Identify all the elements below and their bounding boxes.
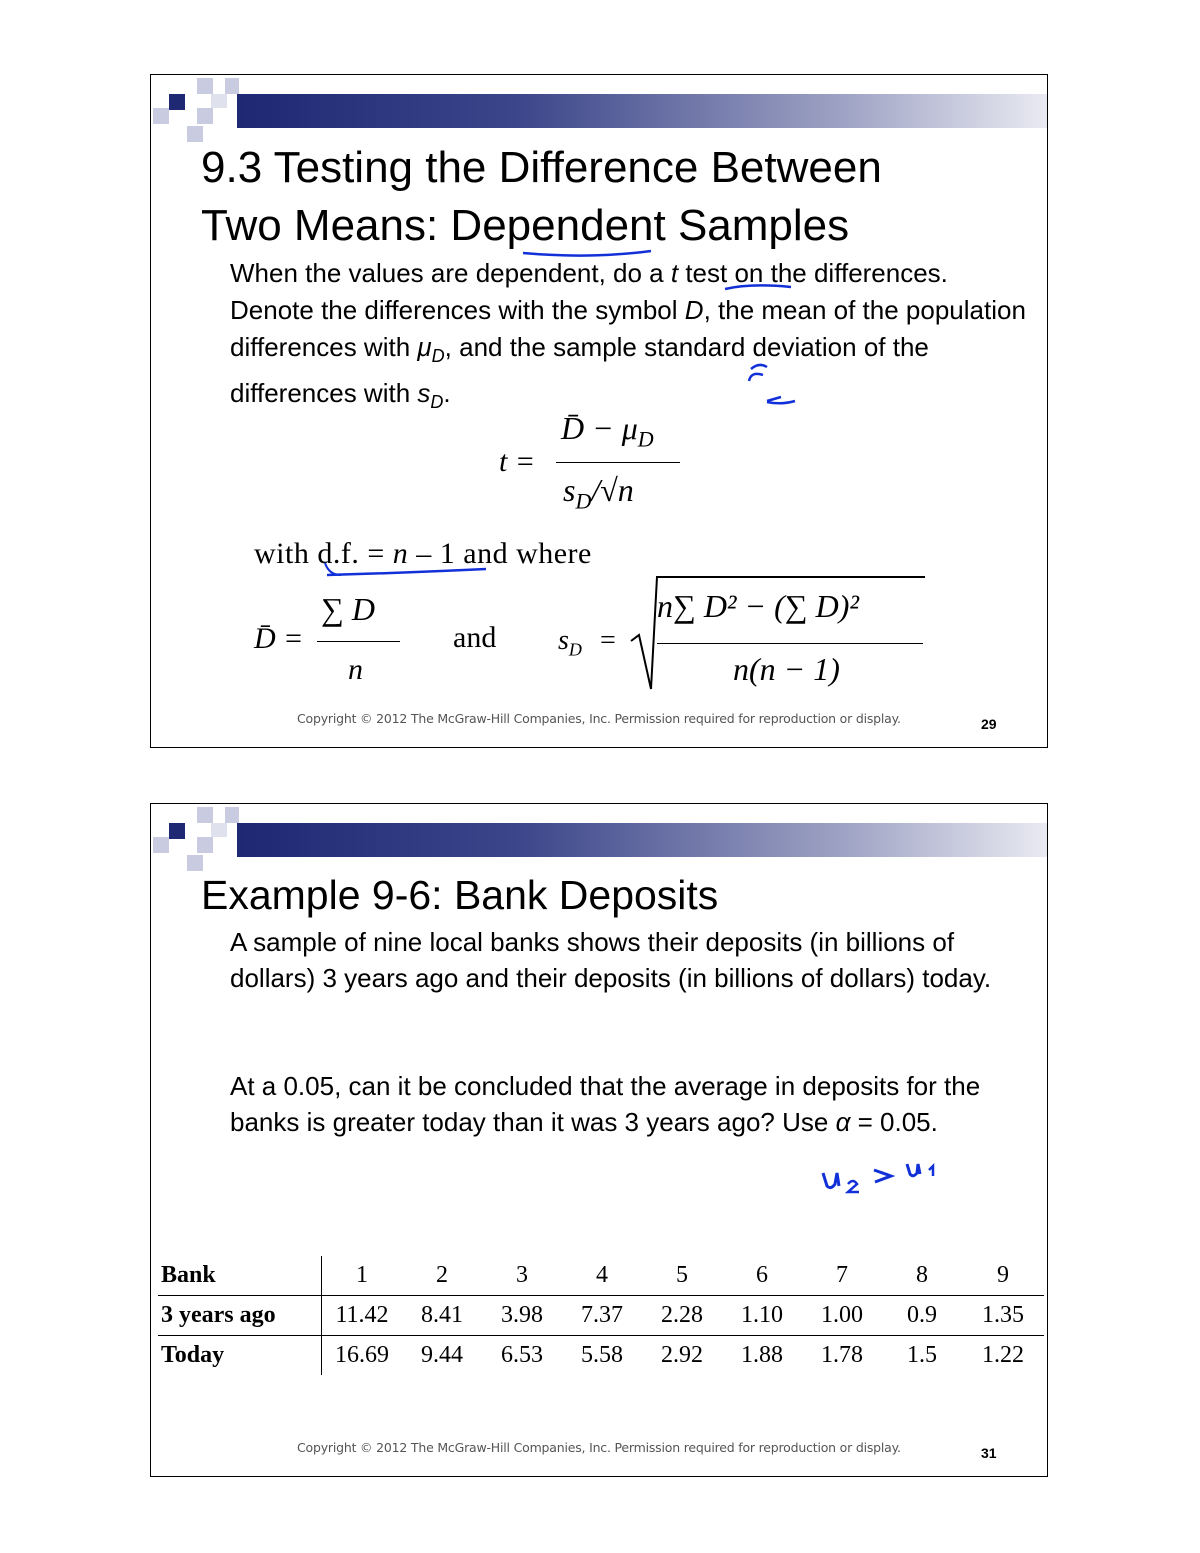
definition-paragraph: When the values are dependent, do a t test on the differences. Denote the differences with the symbol D, the mean of the population differences with $\mu_D$, and the sample standard deviation of the differences with $s_D$. xyxy=(230,258,1026,413)
formula-t-numerator: D̄ − $\mu_D$ xyxy=(561,410,654,452)
fraction-bar xyxy=(556,462,680,463)
row-label: 3 years ago xyxy=(158,1296,322,1336)
slide-title xyxy=(201,139,882,255)
title-line-1: 9.3 Testing the Difference Between xyxy=(201,143,882,192)
fraction-bar xyxy=(657,643,923,644)
sd-denominator: n(n − 1) xyxy=(733,651,840,687)
df-line: with d.f. = n – 1 and where xyxy=(254,537,592,570)
copyright-notice: Copyright © 2012 The McGraw-Hill Companies, Inc. Permission required for reproduction or display. xyxy=(297,1440,901,1455)
table-row: Today 16.69 9.44 6.53 5.58 2.92 1.88 1.78 1.5 1.22 xyxy=(158,1336,1044,1376)
dbar-denominator: n xyxy=(348,653,363,686)
table-row: 3 years ago 11.42 8.41 3.98 7.37 2.28 1.10 1.00 0.9 1.35 xyxy=(158,1296,1044,1336)
title-line-2: Two Means: Dependent Samples xyxy=(201,201,850,250)
header-label: Bank xyxy=(158,1256,322,1296)
slide-31 xyxy=(150,803,1048,1477)
title-band xyxy=(237,823,1047,857)
slide-title: Example 9-6: Bank Deposits xyxy=(201,872,719,918)
sd-numerator: n∑ D² − (∑ D)² xyxy=(657,588,859,624)
problem-paragraph: A sample of nine local banks shows their deposits (in billions of dollars) 3 years ago and their deposits (in billions of dollars) today. xyxy=(230,927,992,993)
copyright-notice: Copyright © 2012 The McGraw-Hill Companies, Inc. Permission required for reproduction or display. xyxy=(297,711,901,726)
dbar-lhs: D̄ = xyxy=(254,622,304,655)
question-paragraph: At a 0.05, can it be concluded that the average in deposits for the banks is greater today than it was 3 years ago? Use α = 0.05. xyxy=(230,1071,981,1137)
sd-equals: = xyxy=(600,625,616,656)
sd-lhs: $s_D$ xyxy=(558,625,582,660)
fraction-bar xyxy=(317,641,400,642)
formula-t-lhs: t = xyxy=(499,445,536,478)
deposits-table xyxy=(158,1256,1044,1375)
row-label: Today xyxy=(158,1336,322,1376)
and-text: and xyxy=(453,621,497,654)
page-number: 29 xyxy=(981,716,997,732)
formula-t-denominator: $s_D/√n$ xyxy=(563,472,634,514)
page-number: 31 xyxy=(981,1445,997,1461)
table-header-row: Bank 1 2 3 4 5 6 7 8 9 xyxy=(158,1256,1044,1296)
title-band xyxy=(237,94,1047,128)
slide-29 xyxy=(150,74,1048,748)
dbar-numerator: ∑ D xyxy=(321,591,375,627)
